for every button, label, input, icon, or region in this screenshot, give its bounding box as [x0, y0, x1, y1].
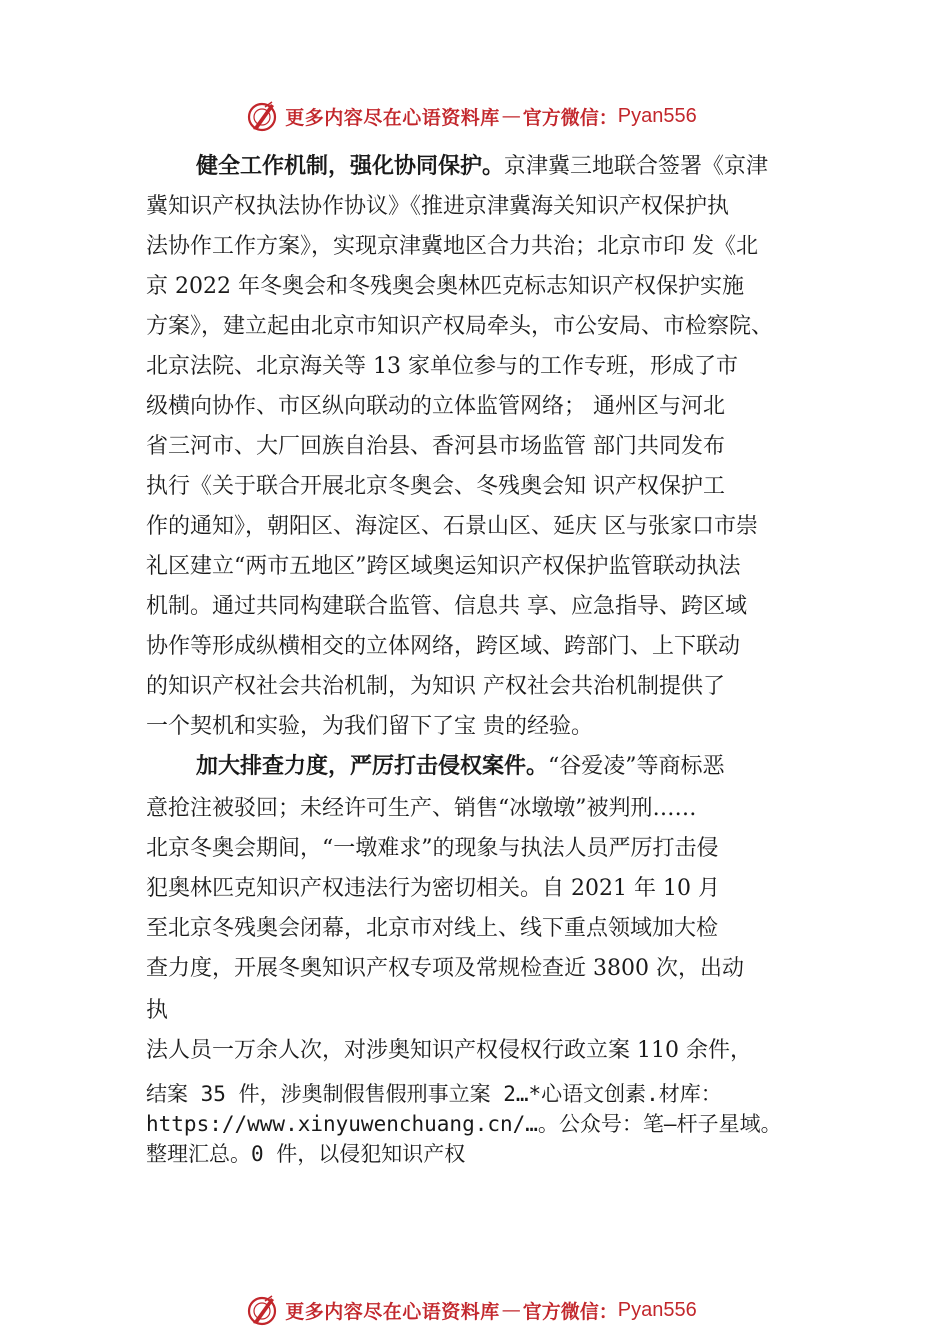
p1-line-10: 作的通知》，朝阳区、海淀区、石景山区、延庆 区与张家口市崇: [146, 514, 758, 539]
banner-wechat-label: 官方微信：: [522, 1300, 618, 1323]
p2-line-6: 查力度，开展冬奥知识产权专项及常规检查近 3800 次，出动: [146, 956, 744, 981]
p1-line-8: 省三河市、大厂回族自治县、香河县市场监管 部门共同发布: [146, 434, 725, 459]
p1-line-15: 一个契机和实验，为我们留下了宝 贵的经验。: [146, 714, 593, 739]
p2-line-2: 意抢注被驳回；未经许可生产、销售“冰墩墩”被判刑……: [146, 796, 697, 821]
p1-line-9: 执行《关于联合开展北京冬奥会、冬残奥会知 识产权保护工: [146, 474, 725, 499]
quill-seal-icon: [245, 1293, 279, 1327]
footer-banner: [0, 1290, 950, 1330]
p1-line-6: 北京法院、北京海关等 13 家单位参与的工作专班，形成了市: [146, 354, 738, 379]
header-banner: [0, 96, 950, 136]
p1-heading: 健全工作机制，强化协同保护。: [196, 154, 505, 179]
banner-account: Pyan556: [617, 1298, 697, 1321]
p2-line-9: 结案 35 件，涉奥制假售假刑事立案 2…*心语文创素.材库：: [146, 1082, 722, 1106]
p2-line-3: 北京冬奥会期间，“一墩难求”的现象与执法人员严厉打击侵: [146, 836, 719, 861]
banner-wechat-label: 官方微信：: [522, 106, 618, 129]
banner-dash: —: [501, 105, 521, 127]
p1-line-5: 方案》，建立起由北京市知识产权局牵头，市公安局、市检察院、: [146, 314, 774, 339]
p1-line-14: 的知识产权社会共治机制，为知识 产权社会共治机制提供了: [146, 674, 725, 699]
p2-heading: 加大排查力度，严厉打击侵权案件。: [196, 754, 549, 779]
p1-line-2: 冀知识产权执法协作协议》《推进京津冀海关知识产权保护执: [146, 194, 730, 219]
p2-line-5: 至北京冬残奥会闭幕，北京市对线上、线下重点领域加大检: [146, 916, 719, 941]
p1-line-3: 法协作工作方案》，实现京津冀地区合力共治；北京市印 发《北: [146, 234, 758, 259]
p1-line-4: 京 2022 年冬奥会和冬残奥会奥林匹克标志知识产权保护实施: [146, 274, 744, 299]
p2-line-11: 整理汇总。0 件，以侵犯知识产权: [146, 1142, 466, 1166]
banner-text: 更多内容尽在心语资料库: [285, 106, 500, 129]
p2-line-1: [196, 752, 725, 782]
banner-account: Pyan556: [617, 104, 697, 127]
banner-text: 更多内容尽在心语资料库: [285, 1300, 500, 1323]
p1-line-text: 京津冀三地联合签署《京津: [504, 154, 769, 179]
p1-line-13: 协作等形成纵横相交的立体网络，跨区域、跨部门、上下联动: [146, 634, 741, 659]
p2-line-10: https://www.xinyuwenchuang.cn/…。公众号：笔—杆子星域。: [146, 1112, 782, 1136]
p2-line-8: 法人员一万余人次，对涉奥知识产权侵权行政立案 110 余件，: [146, 1038, 752, 1063]
p1-line-11: 礼区建立“两市五地区”跨区域奥运知识产权保护监管联动执法: [146, 554, 741, 579]
p2-line-7: 执: [146, 998, 169, 1023]
p2-line-text: “谷爱凌”等商标恶: [548, 754, 725, 779]
p1-line-7: 级横向协作、市区纵向联动的立体监管网络； 通州区与河北: [146, 394, 725, 419]
banner-dash: —: [501, 1299, 521, 1321]
p1-line-12: 机制。通过共同构建联合监管、信息共 享、应急指导、跨区域: [146, 594, 747, 619]
quill-seal-icon: [245, 99, 279, 133]
p2-line-4: 犯奥林匹克知识产权违法行为密切相关。自 2021 年 10 月: [146, 876, 720, 901]
p1-line-1: [196, 152, 768, 182]
